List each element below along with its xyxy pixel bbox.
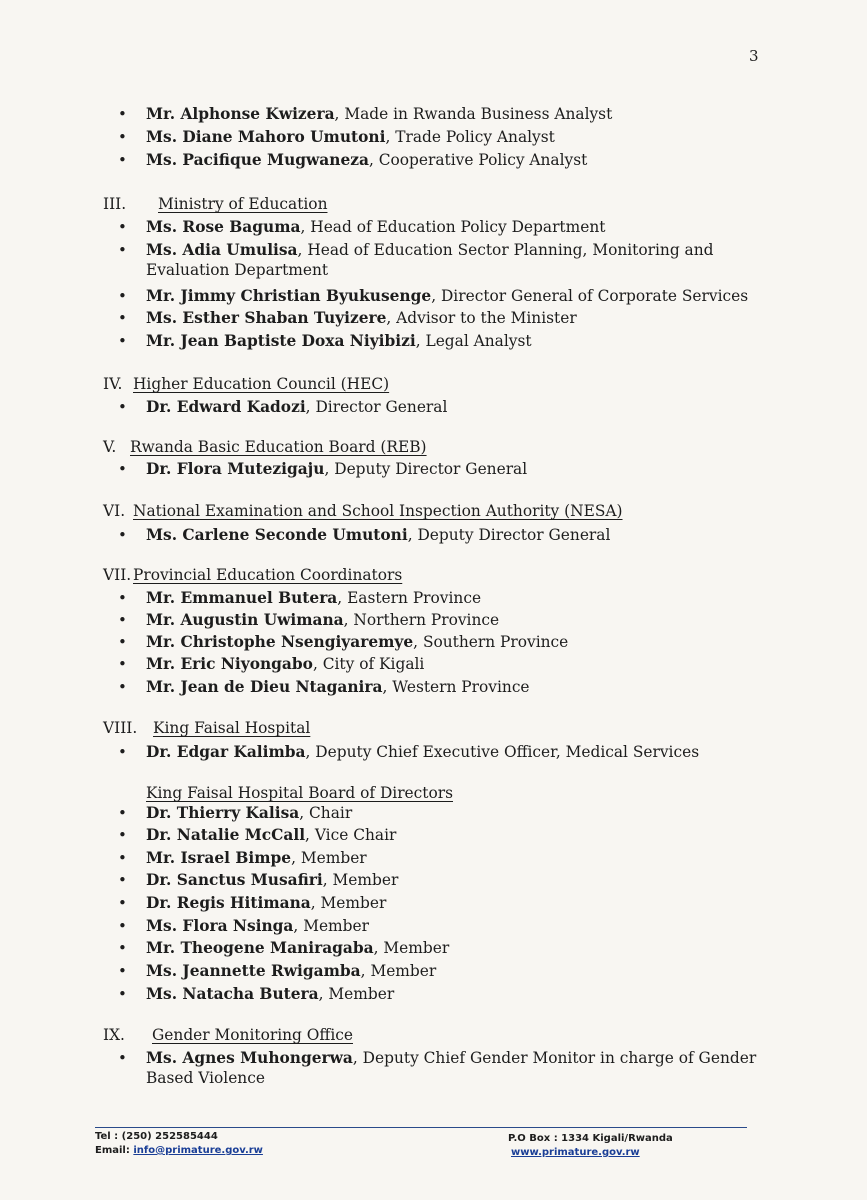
section-heading [103,374,389,394]
person-name: Ms. Esther Shaban Tuyizere [146,309,387,327]
section-title: Rwanda Basic Education Board (REB) [130,438,427,456]
person-name: Mr. Israel Bimpe [146,849,292,867]
person-role: , City of Kigali [312,655,425,673]
footer-email-label: Email: [95,1145,134,1156]
section-heading [103,718,310,738]
person-role: , Member [318,985,395,1003]
list-item [146,984,394,1004]
list-item [146,654,424,674]
list-item [146,742,699,762]
section-numeral: III. [103,195,127,213]
section-title: Higher Education Council (HEC) [133,375,390,393]
section-title: Provincial Education Coordinators [133,566,403,584]
list-item [146,916,369,936]
person-role: , Deputy Director General [324,460,528,478]
page-number: 3 [749,47,759,65]
list-item [146,848,367,868]
person-role: , Trade Policy Analyst [385,128,555,146]
person-role: , Western Province [382,678,530,696]
list-item [146,961,436,981]
person-role: , Member [360,962,437,980]
section-heading [103,501,623,521]
list-item [146,397,447,417]
person-name: Mr. Augustin Uwimana [146,611,344,629]
section-numeral: IV. [103,375,123,393]
section-title: King Faisal Hospital Board of Directors [146,784,453,802]
person-name: Ms. Agnes Muhongerwa [146,1049,353,1067]
person-name: Ms. Natacha Butera [146,985,319,1003]
person-name: Dr. Flora Mutezigaju [146,460,325,478]
person-role: , Deputy Director General [407,526,611,544]
person-role: , Member [322,871,399,889]
person-name: Dr. Sanctus Musafiri [146,871,323,889]
person-name: Mr. Emmanuel Butera [146,589,338,607]
person-role: , Made in Rwanda Business Analyst [334,105,613,123]
email-link[interactable]: info@primature.gov.rw [133,1145,263,1156]
section-numeral: IX. [103,1026,125,1044]
list-item [146,1048,762,1088]
person-name: Ms. Carlene Seconde Umutoni [146,526,408,544]
list-item [146,104,612,124]
section-numeral: VI. [103,502,126,520]
person-role: , Head of Education Policy Department [300,218,606,236]
footer-tel: Tel : (250) 252585444 [95,1131,218,1142]
person-name: Ms. Jeannette Rwigamba [146,962,361,980]
person-role: , Deputy Chief Gender Monitor in charge of Gender Based Violence [146,1049,757,1087]
section-heading [103,1025,353,1045]
section-title: Ministry of Education [158,195,328,213]
person-name: Dr. Regis Hitimana [146,894,311,912]
person-role: , Head of Education Sector Planning, Monitoring and Evaluation Department [146,241,714,279]
person-role: , Legal Analyst [415,332,532,350]
person-name: Mr. Jean de Dieu Ntaganira [146,678,383,696]
person-role: , Member [291,849,367,867]
list-item [146,150,587,170]
person-role: , Vice Chair [305,826,397,844]
website-link[interactable]: www.primature.gov.rw [511,1147,640,1158]
person-name: Dr. Natalie McCall [146,826,306,844]
person-role: , Northern Province [343,611,500,629]
person-name: Ms. Diane Mahoro Umutoni [146,128,386,146]
section-heading [103,437,427,457]
person-name: Ms. Flora Nsinga [146,917,294,935]
list-item [146,331,532,351]
person-name: Dr. Edgar Kalimba [146,743,306,761]
list-item [146,610,499,630]
person-role: , Advisor to the Minister [386,309,577,327]
list-item [146,308,577,328]
section-title: National Examination and School Inspection Authority (NESA) [133,502,623,520]
list-item [146,825,396,845]
person-name: Ms. Rose Baguma [146,218,301,236]
list-item [146,870,398,890]
footer-po-box: P.O Box : 1334 Kigali/Rwanda [508,1133,673,1144]
list-item [146,286,748,306]
person-name: Mr. Jimmy Christian Byukusenge [146,287,432,305]
person-name: Ms. Pacifique Mugwaneza [146,151,369,169]
person-name: Mr. Theogene Maniragaba [146,939,374,957]
section-numeral: V. [103,438,117,456]
person-name: Mr. Eric Niyongabo [146,655,313,673]
list-item [146,588,481,608]
section-heading [103,565,402,585]
section-title: Gender Monitoring Office [152,1026,353,1044]
person-role: , Chair [299,804,353,822]
list-item [146,240,762,280]
list-item [146,127,555,147]
footer-email [95,1145,263,1157]
person-role: , Member [373,939,450,957]
person-role: , Director General of Corporate Services [431,287,749,305]
section-heading [103,194,327,214]
list-item [146,938,449,958]
list-item [146,632,568,652]
list-item [146,217,605,237]
person-name: Mr. Alphonse Kwizera [146,105,335,123]
list-item [146,803,352,823]
person-name: Dr. Edward Kadozi [146,398,306,416]
person-role: , Cooperative Policy Analyst [368,151,588,169]
person-name: Dr. Thierry Kalisa [146,804,300,822]
person-role: , Member [310,894,387,912]
list-item [146,893,386,913]
section-numeral: VIII. [103,719,138,737]
section-title: King Faisal Hospital [153,719,311,737]
person-role: , Southern Province [413,633,569,651]
person-name: Mr. Jean Baptiste Doxa Niyibizi [146,332,416,350]
section-numeral: VII. [103,566,132,584]
person-name: Ms. Adia Umulisa [146,241,298,259]
footer-divider [95,1127,747,1128]
person-role: , Deputy Chief Executive Officer, Medical Services [305,743,700,761]
person-name: Mr. Christophe Nsengiyaremye [146,633,414,651]
list-item [146,677,530,697]
footer-website [511,1147,640,1159]
person-role: , Eastern Province [337,589,482,607]
list-item [146,525,610,545]
list-item [146,459,527,479]
person-role: , Member [293,917,369,935]
person-role: , Director General [305,398,448,416]
section-heading [146,783,453,803]
